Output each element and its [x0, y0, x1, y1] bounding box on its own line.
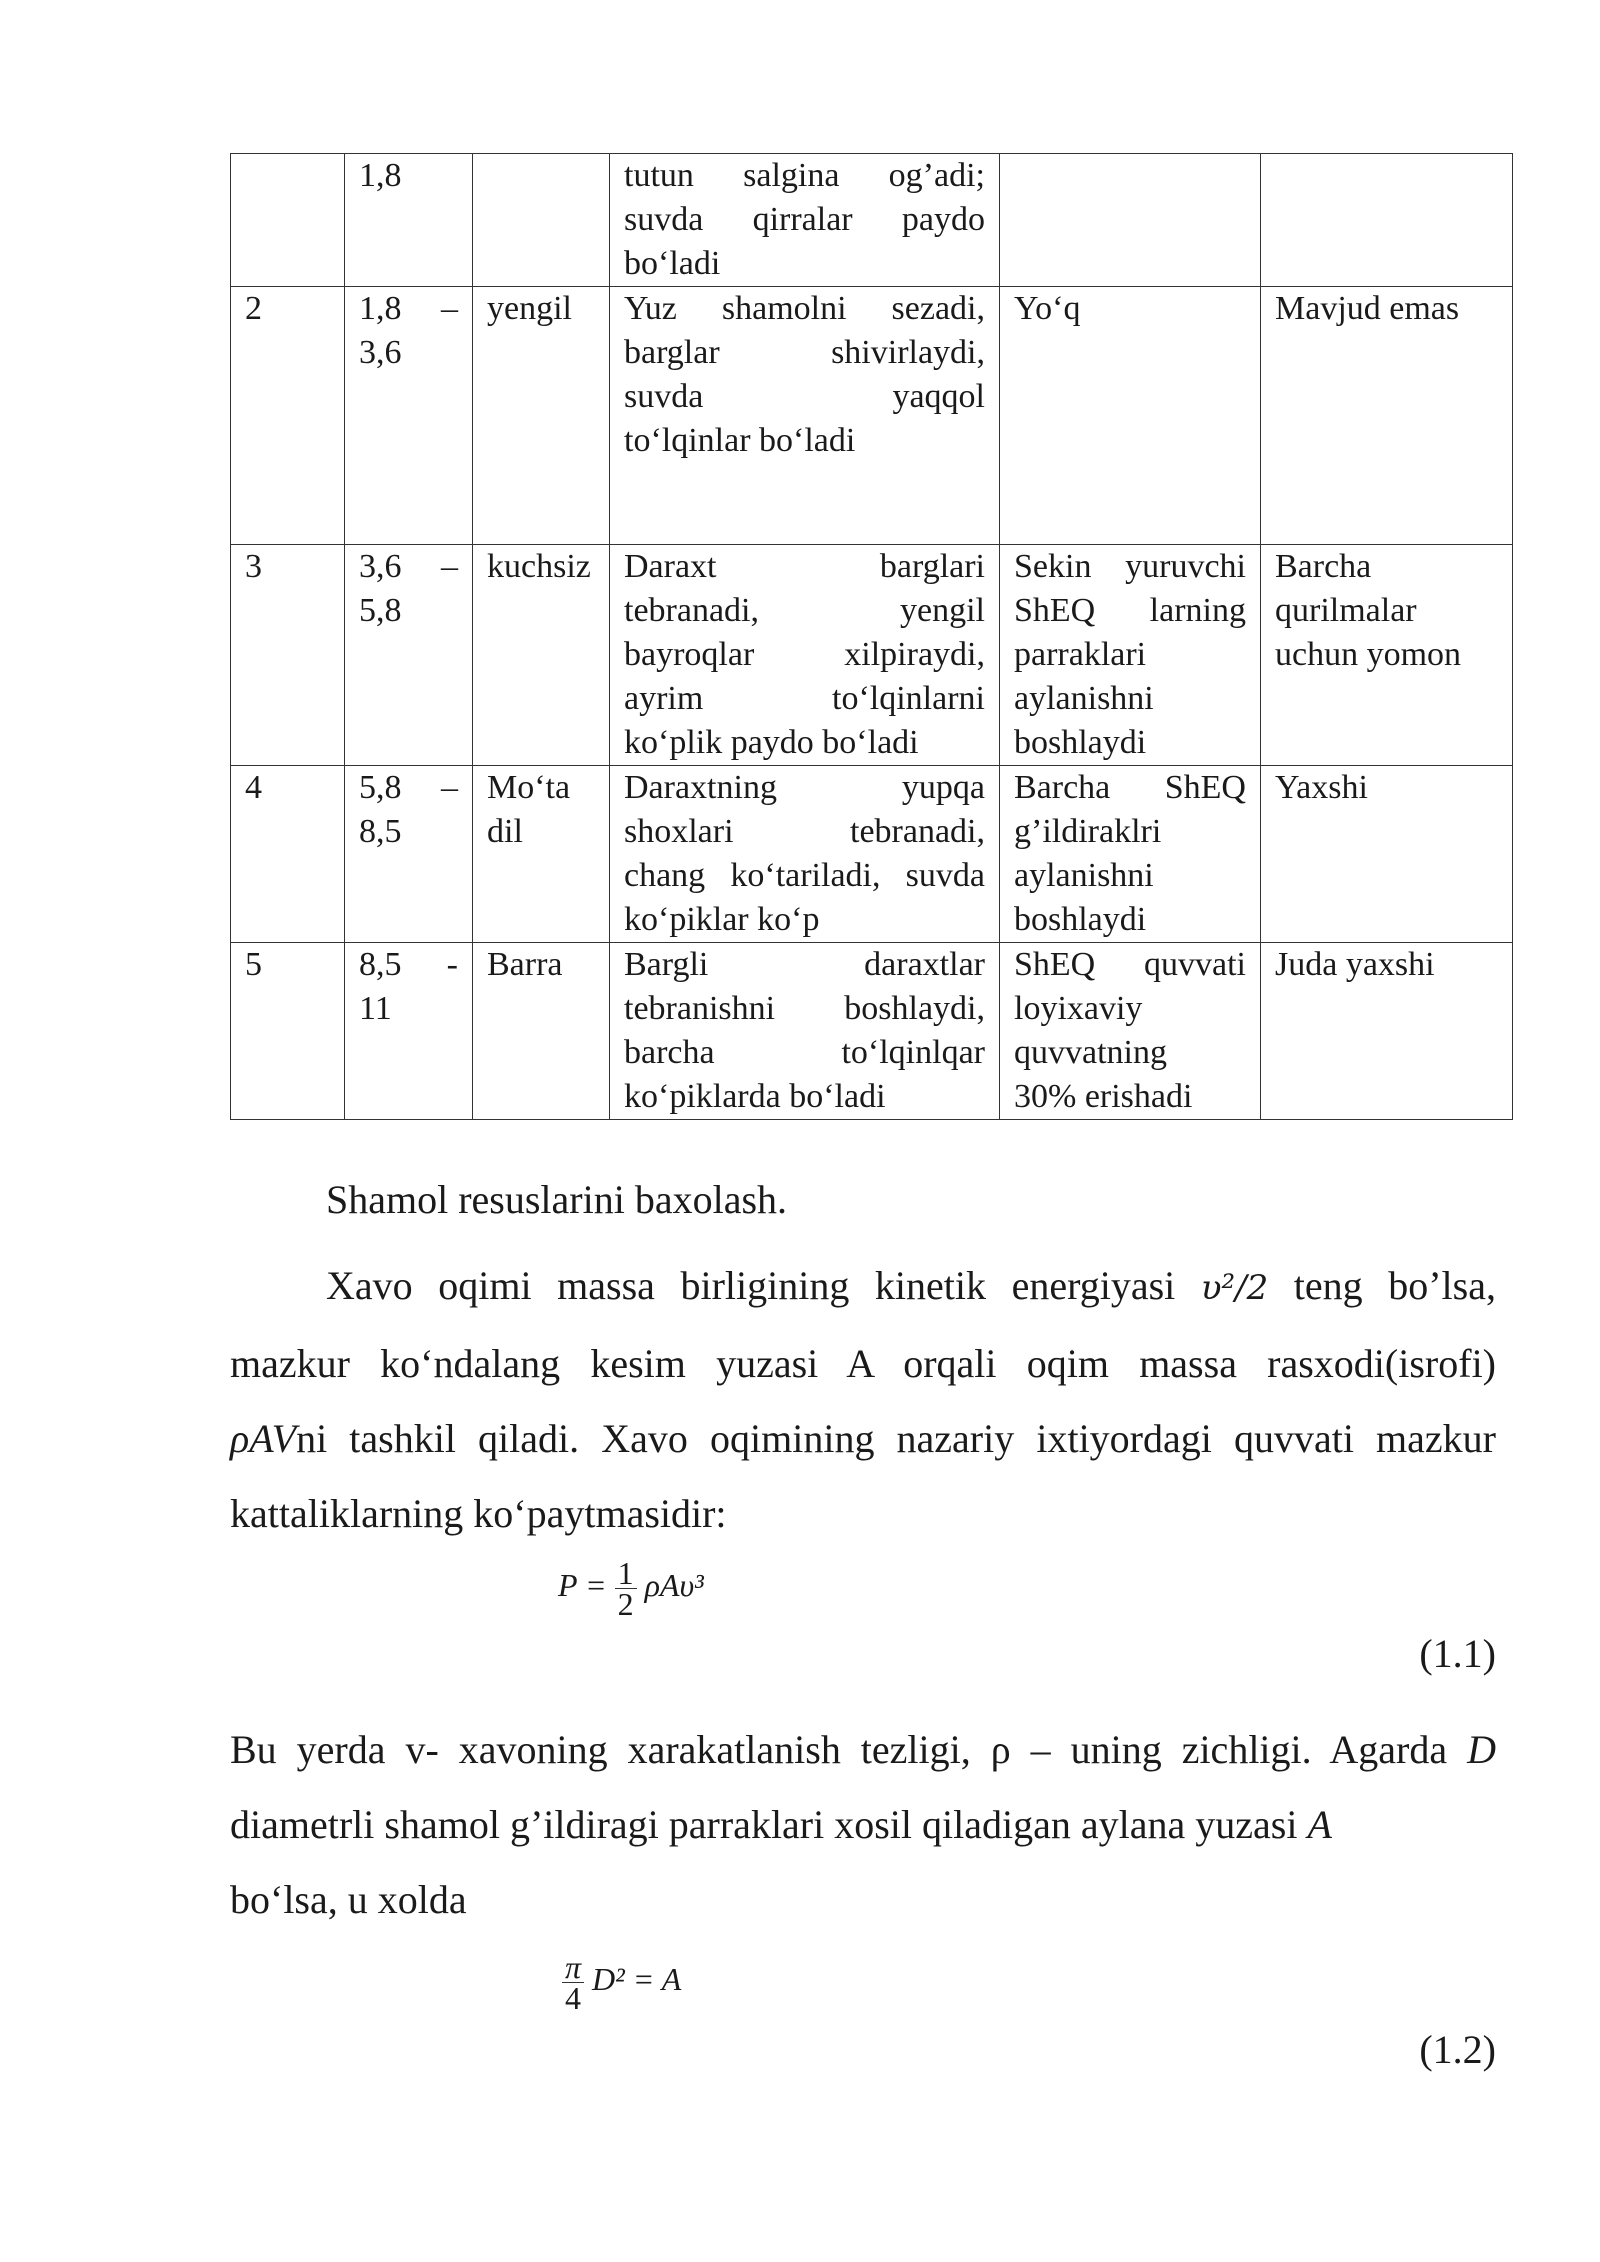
row-number-cell — [231, 943, 345, 1120]
suitability-line: Yaxshi — [1275, 769, 1368, 806]
wind-description-line: shoxlari tebranadi, — [624, 813, 985, 850]
section-heading: Shamol resuslarini baxolash. — [326, 1177, 788, 1222]
turbine-effect-line: loyixaviy — [1014, 990, 1143, 1027]
wind-speed-line: 1,8 – — [359, 290, 458, 327]
wind-speed-cell — [345, 766, 473, 943]
wind-name-cell — [473, 943, 610, 1120]
rho-av-symbol: ρAV — [230, 1416, 297, 1461]
eq1-numerator: 1 — [615, 1558, 637, 1589]
eq1-fraction — [615, 1555, 637, 1622]
eq2-numerator: π — [562, 1952, 584, 1983]
turbine-effect-line: g’ildiraklri — [1014, 813, 1162, 850]
wind-description-line: Yuz shamolni sezadi, — [624, 290, 985, 327]
text-span: diametrli shamol g’ildiragi parraklari xosil qiladigan aylana yuzasi — [230, 1802, 1298, 1847]
wind-description-line: ayrim to‘lqinlarni — [624, 680, 985, 717]
row-number-cell — [231, 154, 345, 287]
wind-description-line: Daraxtning yupqa — [624, 769, 985, 806]
turbine-effect-cell — [1000, 154, 1261, 287]
wind-name-cell — [473, 766, 610, 943]
wind-description-line: suvda yaqqol — [624, 378, 985, 415]
wind-name-cell — [473, 545, 610, 766]
eq2-right: D² = A — [592, 1960, 682, 1997]
wind-description-line: bayroqlar xilpiraydi, — [624, 636, 985, 673]
turbine-effect-cell — [1000, 287, 1261, 545]
wind-description-line: tebranadi, yengil — [624, 592, 985, 629]
wind-description-line: to‘lqinlar bo‘ladi — [624, 422, 856, 459]
turbine-effect-line: boshlaydi — [1014, 901, 1147, 938]
row-number-text: 4 — [245, 769, 262, 806]
turbine-effect-line: Barcha ShEQ — [1014, 769, 1246, 806]
row-number-cell — [231, 545, 345, 766]
wind-name-line: Barra — [487, 946, 563, 983]
wind-description-line: Daraxt barglari — [624, 548, 985, 585]
wind-name-line: dil — [487, 813, 523, 850]
turbine-effect-line: ShEQ quvvati — [1014, 946, 1246, 983]
equation-2-number: (1.2) — [1419, 2027, 1496, 2072]
row-number-cell — [231, 287, 345, 545]
wind-speed-line: 8,5 - — [359, 946, 458, 983]
wind-description-line: suvda qirralar paydo — [624, 201, 985, 238]
text-span: ni tashkil qiladi. Xavo oqimining nazariy ixtiyordagi quvvati mazkur — [296, 1416, 1496, 1461]
wind-name-cell — [473, 287, 610, 545]
wind-description-line: ko‘piklar ko‘p — [624, 901, 820, 938]
wind-description-cell — [610, 943, 1000, 1120]
eq1-left: P = — [558, 1566, 607, 1603]
row-number-text: 2 — [245, 290, 262, 327]
wind-description-line: chang ko‘tariladi, suvda — [624, 857, 985, 894]
row-number-text: 3 — [245, 548, 262, 585]
suitability-cell — [1261, 943, 1513, 1120]
paragraph-line: bo‘lsa, u xolda — [230, 1877, 467, 1922]
suitability-line: Barcha — [1275, 548, 1372, 585]
wind-name-line: Mo‘ta — [487, 769, 571, 806]
suitability-cell — [1261, 766, 1513, 943]
table-row — [231, 545, 1513, 766]
wind-description-line: ko‘plik paydo bo‘ladi — [624, 724, 919, 761]
wind-speed-line: 5,8 — [359, 592, 402, 629]
eq1-denominator: 2 — [617, 1586, 634, 1622]
paragraph-line — [230, 1787, 1496, 1862]
paragraph-velocity — [230, 1712, 1496, 1937]
equation-2 — [562, 1949, 682, 2016]
eq2-fraction — [562, 1949, 584, 2016]
eq2-denominator: 4 — [565, 1980, 582, 2016]
turbine-effect-line: aylanishni — [1014, 857, 1154, 894]
wind-description-cell — [610, 766, 1000, 943]
wind-description-cell — [610, 545, 1000, 766]
turbine-effect-cell — [1000, 545, 1261, 766]
equation-1 — [558, 1555, 704, 1622]
wind-description-cell — [610, 287, 1000, 545]
row-number-cell — [231, 766, 345, 943]
wind-name-cell — [473, 154, 610, 287]
turbine-effect-line: aylanishni — [1014, 680, 1154, 717]
paragraph-line — [230, 1248, 1496, 1326]
diameter-symbol: D — [1467, 1727, 1496, 1772]
turbine-effect-line: quvvatning — [1014, 1034, 1167, 1071]
suitability-line: Juda yaxshi — [1275, 946, 1435, 983]
wind-speed-cell — [345, 154, 473, 287]
paragraph-line: mazkur ko‘ndalang kesim yuzasi A orqali oqim massa rasxodi(isrofi) — [230, 1341, 1496, 1386]
suitability-cell — [1261, 154, 1513, 287]
wind-description-line: Bargli daraxtlar — [624, 946, 985, 983]
table-row — [231, 943, 1513, 1120]
turbine-effect-line: 30% erishadi — [1014, 1078, 1193, 1115]
paragraph-line: kattaliklarning ko‘paytmasidir: — [230, 1491, 727, 1536]
wind-speed-cell — [345, 287, 473, 545]
wind-description-cell — [610, 154, 1000, 287]
wind-description-line: barglar shivirlaydi, — [624, 334, 985, 371]
paragraph-line — [230, 1712, 1496, 1787]
suitability-cell — [1261, 545, 1513, 766]
turbine-effect-line: parraklari — [1014, 636, 1147, 673]
area-symbol: A — [1307, 1802, 1332, 1847]
paragraph-kinetic-energy — [230, 1248, 1496, 1551]
text-span: Bu yerda v- xavoning xarakatlanish tezligi, ρ – uning zichligi. Agarda — [230, 1727, 1448, 1772]
table-row — [231, 154, 1513, 287]
wind-speed-line: 8,5 — [359, 813, 402, 850]
wind-speed-line: 3,6 – — [359, 548, 458, 585]
turbine-effect-line: boshlaydi — [1014, 724, 1147, 761]
turbine-effect-line: Sekin yuruvchi — [1014, 548, 1246, 585]
wind-speed-line: 3,6 — [359, 334, 402, 371]
wind-description-line: bo‘ladi — [624, 245, 721, 282]
table-row — [231, 287, 1513, 545]
equation-1-number: (1.1) — [1419, 1631, 1496, 1676]
suitability-line: Mavjud emas — [1275, 290, 1460, 327]
wind-speed-cell — [345, 943, 473, 1120]
turbine-effect-cell — [1000, 766, 1261, 943]
suitability-cell — [1261, 287, 1513, 545]
text-span: Xavo oqimi massa birligining kinetik energiyasi — [326, 1263, 1176, 1308]
wind-name-line: kuchsiz — [487, 548, 591, 585]
kinetic-formula: υ²/2 — [1200, 1268, 1269, 1308]
turbine-effect-cell — [1000, 943, 1261, 1120]
text-span: teng bo’lsa, — [1293, 1263, 1496, 1308]
wind-description-line: ko‘piklarda bo‘ladi — [624, 1078, 886, 1115]
eq1-right: ρAυ³ — [644, 1566, 704, 1603]
wind-speed-line: 1,8 — [359, 157, 402, 194]
wind-scale-table — [230, 153, 1513, 1120]
turbine-effect-line: Yo‘q — [1014, 290, 1081, 327]
wind-speed-cell — [345, 545, 473, 766]
paragraph-line — [230, 1401, 1496, 1476]
wind-description-line: tutun salgina og’adi; — [624, 157, 985, 194]
wind-speed-line: 11 — [359, 990, 392, 1027]
suitability-line: uchun yomon — [1275, 636, 1462, 673]
row-number-text: 5 — [245, 946, 262, 983]
wind-speed-line: 5,8 – — [359, 769, 458, 806]
wind-description-line: barcha to‘lqinlqar — [624, 1034, 985, 1071]
wind-name-line: yengil — [487, 290, 572, 327]
table-row — [231, 766, 1513, 943]
suitability-line: qurilmalar — [1275, 592, 1417, 629]
turbine-effect-line: ShEQ larning — [1014, 592, 1246, 629]
wind-description-line: tebranishni boshlaydi, — [624, 990, 985, 1027]
